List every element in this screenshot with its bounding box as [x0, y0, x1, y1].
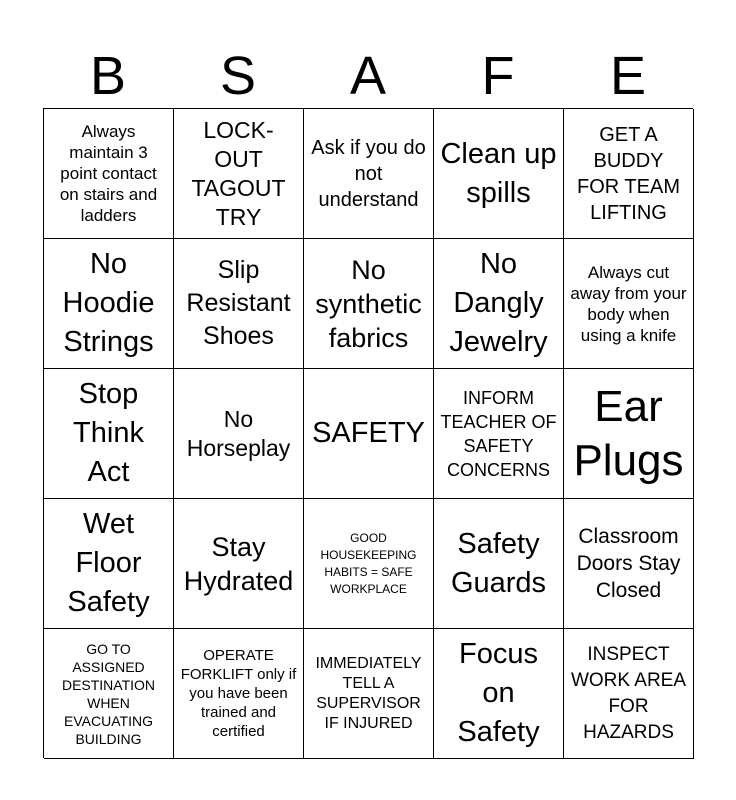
cell-text: Wet Floor Safety [67, 508, 150, 618]
bingo-cell[interactable] [564, 239, 694, 369]
bingo-cell[interactable] [174, 499, 304, 629]
header-letter-f: F [481, 46, 515, 106]
bingo-cell[interactable] [304, 369, 434, 499]
header-letter-a: A [349, 46, 387, 106]
cell-text: IMMEDIATELY TELL A SUPERVISOR IF INJURED [315, 654, 422, 732]
bingo-cell[interactable] [44, 629, 174, 759]
cell-text: LOCK-OUT TAGOUT TRY [191, 116, 286, 230]
bingo-cell[interactable] [174, 109, 304, 239]
cell-text: No Dangly Jewelry [449, 248, 548, 358]
bingo-cell[interactable] [564, 109, 694, 239]
cell-text: No Horseplay [186, 405, 291, 461]
cell-text: Clean up spills [440, 137, 557, 209]
bingo-cell[interactable] [44, 109, 174, 239]
cell-text: GOOD HOUSEKEEPING HABITS = SAFE WORKPLACE [320, 530, 417, 596]
cell-text: Always maintain 3 point contact on stairs and ladders [59, 122, 158, 225]
bingo-cell[interactable] [174, 369, 304, 499]
bingo-cell[interactable] [564, 629, 694, 759]
cell-text: Always cut away from your body when using a knife [570, 262, 687, 345]
bingo-cell[interactable] [564, 499, 694, 629]
bingo-cell[interactable] [174, 629, 304, 759]
cell-text: No synthetic fabrics [315, 254, 422, 353]
cell-text: INSPECT WORK AREA FOR HAZARDS [570, 643, 687, 743]
cell-text: Stay Hydrated [183, 531, 294, 596]
cell-text: Classroom Doors Stay Closed [576, 525, 681, 602]
header-letter-b: B [89, 46, 127, 106]
bingo-cell[interactable] [44, 239, 174, 369]
cell-text: INFORM TEACHER OF SAFETY CONCERNS [440, 387, 557, 480]
bingo-cell[interactable] [434, 109, 564, 239]
cell-text: Ear Plugs [573, 381, 684, 485]
bingo-cell[interactable] [304, 629, 434, 759]
cell-text: Stop Think Act [73, 378, 144, 488]
bingo-cell[interactable] [304, 109, 434, 239]
cell-text: GO TO ASSIGNED DESTINATION WHEN EVACUATING BUILDING [61, 640, 156, 747]
cell-text: SAFETY [312, 417, 425, 449]
bingo-cell[interactable] [44, 369, 174, 499]
cell-text: Safety Guards [450, 527, 547, 599]
bingo-cell[interactable] [304, 239, 434, 369]
cell-text: Slip Resistant Shoes [186, 256, 291, 350]
cell-text: No Hoodie Strings [62, 248, 155, 358]
bingo-cell[interactable] [434, 499, 564, 629]
cell-text: GET A BUDDY FOR TEAM LIFTING [577, 123, 680, 224]
cell-text: Ask if you do not understand [311, 136, 426, 211]
bingo-cell[interactable] [434, 629, 564, 759]
bingo-cell[interactable] [434, 239, 564, 369]
bingo-cell[interactable] [44, 499, 174, 629]
bingo-header [43, 44, 693, 108]
cell-text: OPERATE FORKLIFT only if you have been trained and certified [180, 647, 297, 740]
bingo-cell[interactable] [564, 369, 694, 499]
bingo-cell[interactable] [434, 369, 564, 499]
cell-text: Focus on Safety [457, 638, 540, 748]
bingo-cell[interactable] [174, 239, 304, 369]
header-letter-e: E [609, 46, 647, 106]
bingo-cell[interactable] [304, 499, 434, 629]
header-letter-s: S [219, 46, 257, 106]
bingo-grid [43, 108, 693, 758]
